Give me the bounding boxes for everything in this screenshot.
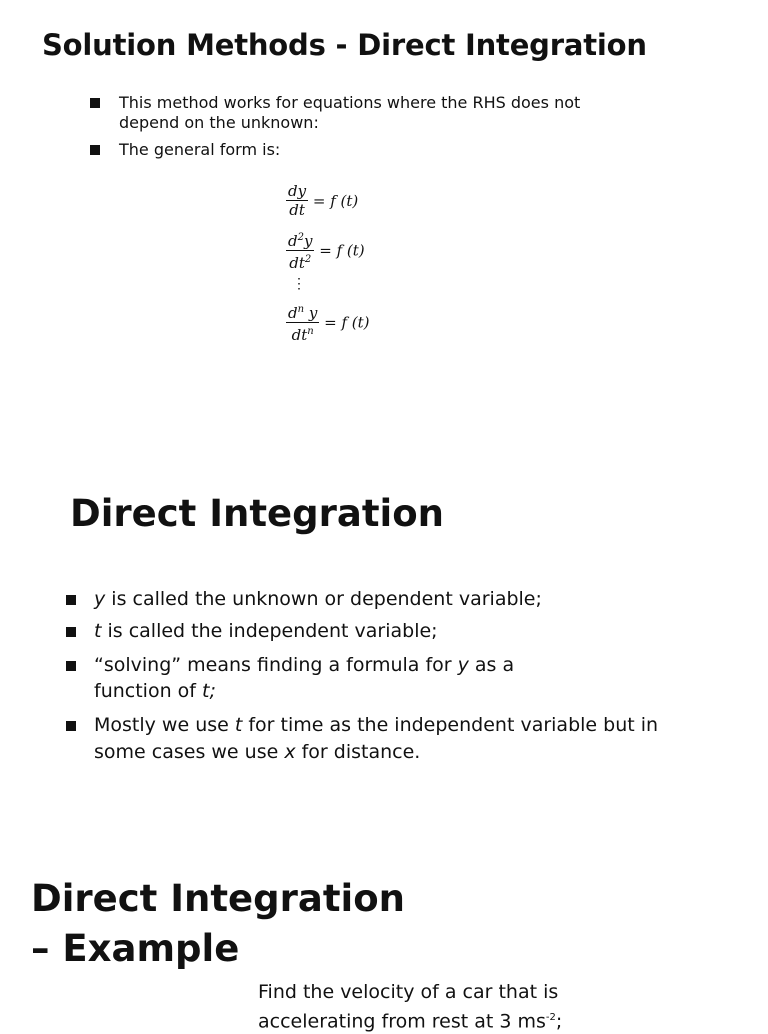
slide-1 xyxy=(0,0,768,430)
slide-3 xyxy=(0,830,768,1033)
list-item xyxy=(90,140,610,160)
bullet-square-icon xyxy=(66,721,76,731)
vertical-dots: ⋮ xyxy=(292,276,306,292)
bullet-text: This method works for equations where the RHS does not depend on the unknown: xyxy=(119,93,581,132)
list-item xyxy=(90,93,610,133)
slide-3-title xyxy=(31,874,405,974)
slide-2-title: Direct Integration xyxy=(70,492,444,535)
slide-1-title: Solution Methods - Direct Integration xyxy=(42,28,647,62)
fraction: $\frac{dy}{dt}$ xyxy=(288,182,307,219)
body-line: accelerating from rest at 3 $ms^{-2}$; xyxy=(258,1010,563,1033)
equation-rhs: = f (t) xyxy=(312,192,359,210)
equation-second-order xyxy=(286,229,365,272)
equation-rhs: = f (t) xyxy=(324,313,370,332)
bullet-square-icon xyxy=(90,98,100,108)
slide-3-body xyxy=(258,980,562,1034)
body-line: Find the velocity of a car that is xyxy=(258,981,559,1003)
equation-nth-order xyxy=(286,301,370,344)
slide-3-title-line-2: – Example xyxy=(31,927,240,970)
list-item: “solving” means finding a formula for y as a function of t; xyxy=(66,652,594,704)
list-item: y is called the unknown or dependent variable; xyxy=(66,586,706,612)
slide-1-bullets xyxy=(90,93,610,160)
list-item: t is called the independent variable; xyxy=(66,618,706,644)
bullet-square-icon xyxy=(90,145,100,155)
list-item: Mostly we use t for time as the independent variable but in some cases we use x for distance. xyxy=(66,712,664,766)
slide-2 xyxy=(0,430,768,830)
bullet-text: The general form is: xyxy=(119,140,281,159)
slide-3-title-line-1: Direct Integration xyxy=(31,877,405,920)
bullet-square-icon xyxy=(66,661,76,671)
equation-first-order xyxy=(286,183,358,219)
bullet-square-icon xyxy=(66,595,76,605)
equation-rhs: = f (t) xyxy=(319,241,365,260)
fraction: $\frac{d^n y}{dt^n}$ xyxy=(286,301,319,344)
slide-2-bullets xyxy=(66,586,706,766)
fraction: $\frac{d^2y}{dt^2}$ xyxy=(286,229,314,272)
bullet-square-icon xyxy=(66,627,76,637)
